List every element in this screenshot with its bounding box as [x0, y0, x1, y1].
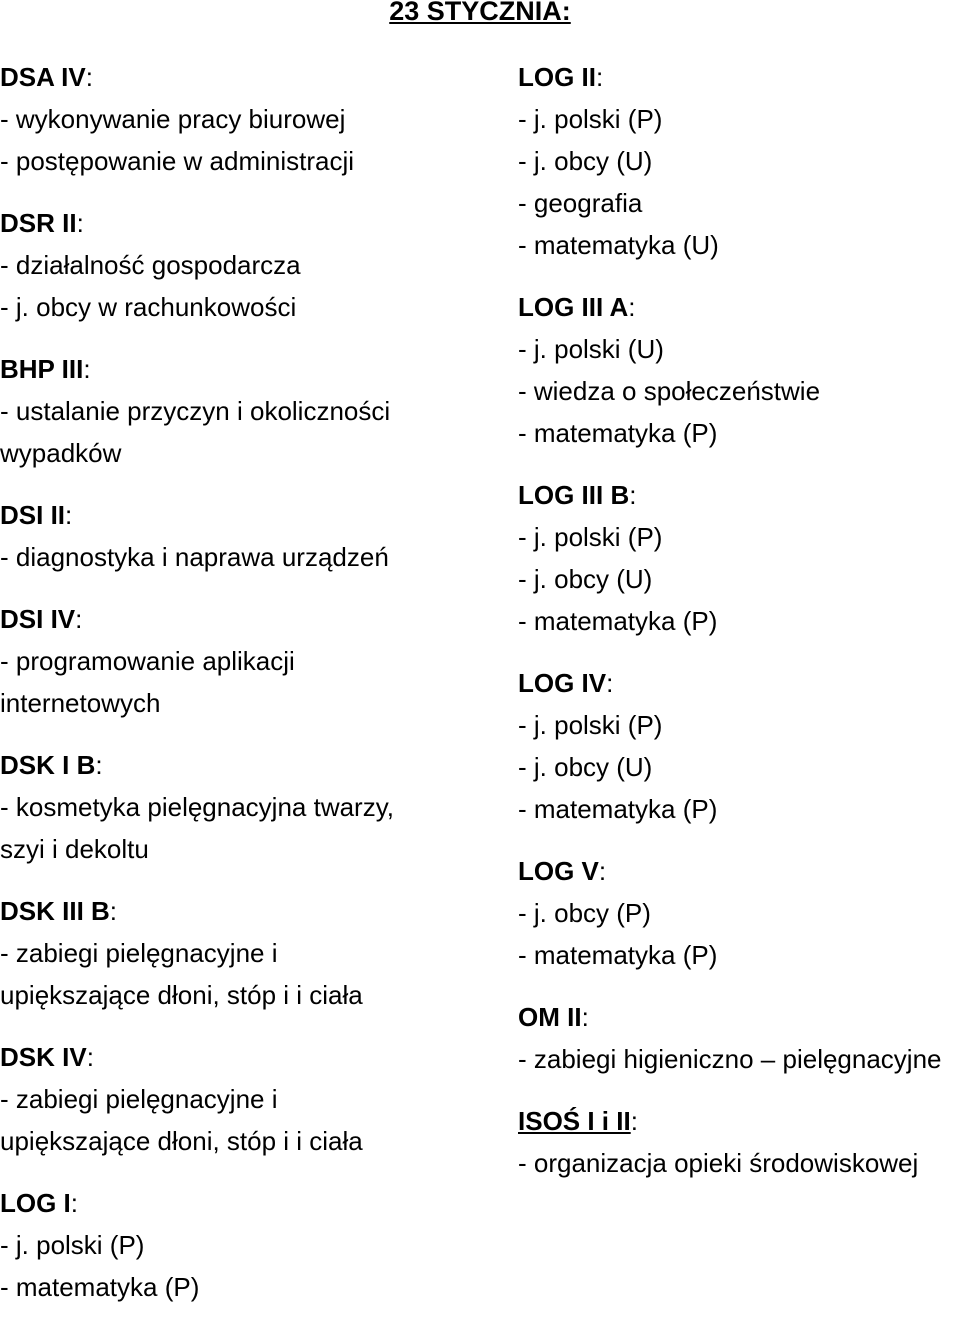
subject-line: - organizacja opieki środowiskowej — [518, 1148, 919, 1178]
subject-line: - geografia — [518, 188, 643, 218]
subject-line: - postępowanie w administracji — [0, 146, 355, 176]
heading-colon: : — [95, 750, 103, 780]
heading-colon: : — [70, 1188, 79, 1218]
class-section — [0, 202, 470, 328]
heading-colon: : — [85, 62, 93, 92]
subject-line: internetowych — [0, 688, 161, 718]
class-code: OM II — [518, 1002, 582, 1032]
class-code: LOG III A — [518, 292, 629, 322]
heading-colon: : — [86, 1042, 94, 1072]
class-code: DSK III B — [0, 896, 110, 926]
class-section — [0, 744, 470, 870]
subject-line: - ustalanie przyczyn i okoliczności — [0, 396, 391, 426]
subject-line: - diagnostyka i naprawa urządzeń — [0, 542, 389, 572]
heading-colon: : — [596, 62, 604, 92]
class-section — [0, 1036, 470, 1162]
class-heading — [0, 202, 470, 244]
class-code: LOG I — [0, 1188, 71, 1218]
class-code: LOG IV — [518, 668, 607, 698]
class-section — [0, 348, 470, 474]
class-section — [518, 996, 960, 1080]
heading-colon: : — [75, 604, 83, 634]
class-section — [0, 1182, 470, 1308]
class-code: BHP III — [0, 354, 84, 384]
subject-line: upiększające dłoni, stóp i i ciała — [0, 980, 363, 1010]
page-title: 23 STYCZNIA: — [389, 0, 571, 26]
heading-colon: : — [606, 668, 614, 698]
class-heading — [0, 348, 470, 390]
class-code: DSA IV — [0, 62, 86, 92]
heading-colon: : — [628, 292, 636, 322]
class-code: LOG III B — [518, 480, 630, 510]
class-heading — [0, 744, 470, 786]
class-code: ISOŚ I i II — [518, 1106, 631, 1136]
class-heading — [518, 996, 960, 1038]
class-heading — [0, 1036, 470, 1078]
class-heading — [0, 56, 470, 98]
subject-line: - programowanie aplikacji — [0, 646, 295, 676]
class-code: LOG V — [518, 856, 599, 886]
subject-line: - j. polski (P) — [518, 710, 663, 740]
subject-line: - j. polski (P) — [0, 1230, 145, 1260]
subject-line: - j. obcy (U) — [518, 564, 653, 594]
subject-line: - j. obcy (U) — [518, 752, 653, 782]
class-code: DSR II — [0, 208, 77, 238]
class-code: DSI II — [0, 500, 66, 530]
class-section — [518, 850, 960, 976]
heading-colon: : — [598, 856, 607, 886]
class-heading — [518, 474, 960, 516]
subject-line: - matematyka (P) — [518, 940, 718, 970]
class-section — [518, 474, 960, 642]
heading-colon: : — [109, 896, 118, 926]
class-heading — [0, 890, 470, 932]
left-column — [0, 56, 470, 1328]
heading-colon: : — [65, 500, 73, 530]
class-code: DSI IV — [0, 604, 76, 634]
subject-line: - matematyka (P) — [518, 606, 718, 636]
subject-line: wypadków — [0, 438, 122, 468]
subject-line: - j. obcy (P) — [518, 898, 651, 928]
class-heading — [518, 850, 960, 892]
subject-line: szyi i dekoltu — [0, 834, 149, 864]
class-heading — [518, 1100, 960, 1142]
class-section — [0, 890, 470, 1016]
heading-colon: : — [630, 1106, 638, 1136]
class-heading — [0, 1182, 470, 1224]
right-column — [518, 56, 960, 1204]
subject-line: - działalność gospodarcza — [0, 250, 301, 280]
subject-line: - wykonywanie pracy biurowej — [0, 104, 346, 134]
class-heading — [0, 598, 470, 640]
subject-line: - matematyka (U) — [518, 230, 719, 260]
subject-line: - matematyka (P) — [0, 1272, 200, 1302]
subject-line: - j. polski (U) — [518, 334, 664, 364]
class-code: DSK IV — [0, 1042, 87, 1072]
subject-line: - matematyka (P) — [518, 794, 718, 824]
class-code: DSK I B — [0, 750, 96, 780]
class-section — [518, 286, 960, 454]
subject-line: - matematyka (P) — [518, 418, 718, 448]
class-heading — [0, 494, 470, 536]
class-heading — [518, 56, 960, 98]
subject-line: - j. polski (P) — [518, 104, 663, 134]
subject-line: - zabiegi higieniczno – pielęgnacyjne — [518, 1044, 942, 1074]
class-section — [518, 1100, 960, 1184]
heading-colon: : — [83, 354, 91, 384]
class-heading — [518, 662, 960, 704]
subject-line: - wiedza o społeczeństwie — [518, 376, 821, 406]
heading-colon: : — [629, 480, 637, 510]
subject-line: - kosmetyka pielęgnacyjna twarzy, — [0, 792, 395, 822]
class-section — [518, 56, 960, 266]
class-code: LOG II — [518, 62, 596, 92]
subject-line: upiększające dłoni, stóp i i ciała — [0, 1126, 363, 1156]
class-section — [518, 662, 960, 830]
heading-colon: : — [581, 1002, 589, 1032]
subject-line: - j. obcy (U) — [518, 146, 653, 176]
subject-line: - j. obcy w rachunkowości — [0, 292, 297, 322]
class-section — [0, 56, 470, 182]
class-section — [0, 494, 470, 578]
subject-line: - zabiegi pielęgnacyjne i — [0, 938, 278, 968]
class-section — [0, 598, 470, 724]
subject-line: - j. polski (P) — [518, 522, 663, 552]
heading-colon: : — [76, 208, 84, 238]
class-heading — [518, 286, 960, 328]
subject-line: - zabiegi pielęgnacyjne i — [0, 1084, 278, 1114]
